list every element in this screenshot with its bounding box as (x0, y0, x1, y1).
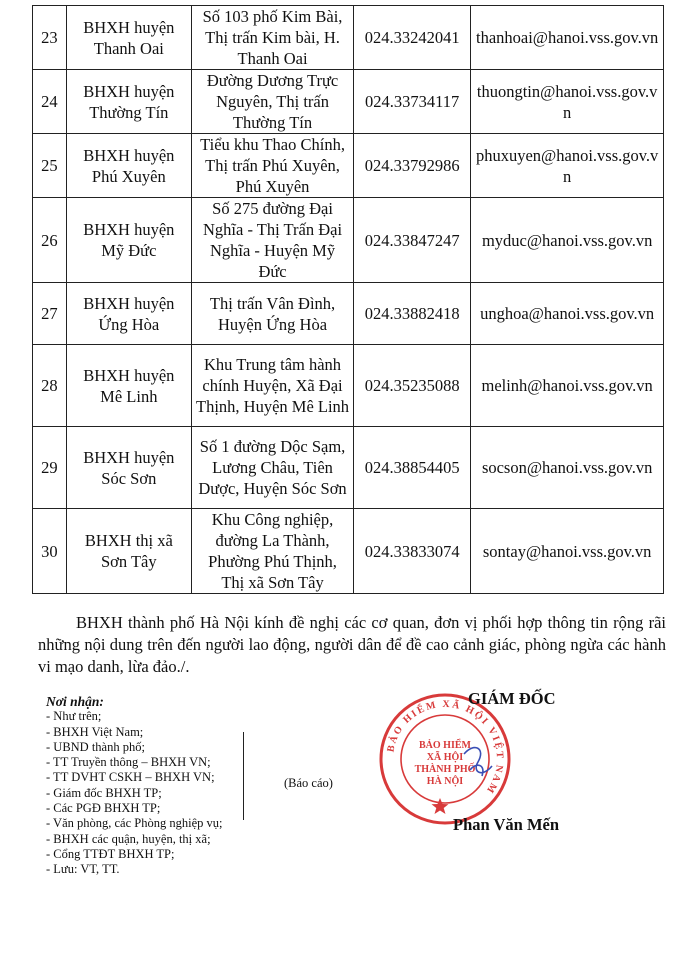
office-name: BHXH huyện Mê Linh (66, 345, 191, 427)
seal-center-line-3: THÀNH PHỐ (414, 764, 476, 775)
closing-paragraph: BHXH thành phố Hà Nội kính đề nghị các cơ quan, đơn vị phối hợp thông tin rộng rãi những nội dung trên đến người lao động, người dân để đề cao cảnh giác, phòng ngừa các hành vi mạo danh, lừa đảo./. (38, 613, 666, 676)
office-table-body (33, 6, 664, 594)
signer-name: Phan Văn Mến (453, 815, 560, 834)
office-phone: 024.33882418 (354, 283, 471, 345)
office-phone: 024.33734117 (354, 70, 471, 134)
recipient-item: - Các PGĐ BHXH TP; (46, 801, 161, 816)
office-name: BHXH huyện Sóc Sơn (66, 427, 191, 509)
official-seal (378, 692, 512, 826)
office-address: Số 1 đường Dộc Sạm, Lương Châu, Tiên Dược, Huyện Sóc Sơn (192, 427, 354, 509)
recipients-list (46, 709, 222, 877)
office-phone: 024.35235088 (354, 345, 471, 427)
recipient-item: - BHXH Việt Nam; (46, 724, 144, 739)
office-phone: 024.33242041 (354, 6, 471, 70)
office-address: Thị trấn Vân Đình, Huyện Ứng Hòa (192, 283, 354, 345)
recipient-item: - Như trên; (46, 709, 102, 724)
table-row (33, 345, 664, 427)
office-address: Số 103 phố Kim Bài, Thị trấn Kim bài, H. Thanh Oai (192, 6, 354, 70)
office-address: Khu Công nghiệp, đường La Thành, Phường Phú Thịnh, Thị xã Sơn Tây (192, 509, 354, 594)
office-phone: 024.33792986 (354, 134, 471, 198)
office-table (32, 5, 664, 594)
recipient-item: - Giám đốc BHXH TP; (46, 785, 162, 800)
office-phone: 024.33847247 (354, 198, 471, 283)
office-name: BHXH huyện Phú Xuyên (66, 134, 191, 198)
row-number: 29 (33, 427, 67, 509)
row-number: 27 (33, 283, 67, 345)
row-number: 23 (33, 6, 67, 70)
office-email: thanhoai@hanoi.vss.gov.vn (471, 6, 664, 70)
row-number: 26 (33, 198, 67, 283)
seal-star-icon (432, 798, 449, 814)
office-address: Đường Dương Trực Nguyên, Thị trấn Thường Tín (192, 70, 354, 134)
recipient-item: - Lưu: VT, TT. (46, 862, 120, 877)
table-row (33, 198, 664, 283)
recipient-item: - TT DVHT CSKH – BHXH VN; (46, 770, 215, 785)
office-name: BHXH huyện Thanh Oai (66, 6, 191, 70)
office-name: BHXH huyện Mỹ Đức (66, 198, 191, 283)
recipients-bracket-line (243, 732, 244, 820)
seal-ring-text: BẢO HIỂM XÃ HỘI VIỆT NAM (385, 698, 506, 797)
row-number: 28 (33, 345, 67, 427)
office-email: melinh@hanoi.vss.gov.vn (471, 345, 664, 427)
office-name: BHXH thị xã Sơn Tây (66, 509, 191, 594)
office-address: Số 275 đường Đại Nghĩa - Thị Trấn Đại Nghĩa - Huyện Mỹ Đức (192, 198, 354, 283)
table-row (33, 283, 664, 345)
office-email: thuongtin@hanoi.vss.gov.vn (471, 70, 664, 134)
table-row (33, 70, 664, 134)
office-phone: 024.38854405 (354, 427, 471, 509)
recipient-item: - TT Truyền thông – BHXH VN; (46, 755, 211, 770)
office-email: unghoa@hanoi.vss.gov.vn (471, 283, 664, 345)
recipient-item: - Cổng TTĐT BHXH TP; (46, 846, 175, 861)
office-email: myduc@hanoi.vss.gov.vn (471, 198, 664, 283)
recipient-item: - BHXH các quận, huyện, thị xã; (46, 831, 211, 846)
office-name: BHXH huyện Ứng Hòa (66, 283, 191, 345)
signer-title: GIÁM ĐỐC (468, 689, 556, 708)
office-email: phuxuyen@hanoi.vss.gov.vn (471, 134, 664, 198)
table-row (33, 427, 664, 509)
office-name: BHXH huyện Thường Tín (66, 70, 191, 134)
row-number: 25 (33, 134, 67, 198)
report-note: (Báo cáo) (284, 776, 333, 790)
row-number: 30 (33, 509, 67, 594)
table-row (33, 134, 664, 198)
recipients-block (46, 694, 222, 878)
recipients-title: Nơi nhận: (46, 694, 104, 709)
office-email: sontay@hanoi.vss.gov.vn (471, 509, 664, 594)
recipient-item: - UBND thành phố; (46, 739, 145, 754)
table-row (33, 509, 664, 594)
row-number: 24 (33, 70, 67, 134)
seal-center-line-4: HÀ NỘI (426, 776, 464, 787)
seal-center-line-1: BẢO HIỂM (419, 740, 471, 751)
office-address: Tiểu khu Thao Chính, Thị trấn Phú Xuyên, Phú Xuyên (192, 134, 354, 198)
recipient-item: - Văn phòng, các Phòng nghiệp vụ; (46, 816, 223, 831)
table-row (33, 6, 664, 70)
office-address: Khu Trung tâm hành chính Huyện, Xã Đại Thịnh, Huyện Mê Linh (192, 345, 354, 427)
office-email: socson@hanoi.vss.gov.vn (471, 427, 664, 509)
office-phone: 024.33833074 (354, 509, 471, 594)
seal-center-line-2: XÃ HỘI (426, 752, 464, 763)
